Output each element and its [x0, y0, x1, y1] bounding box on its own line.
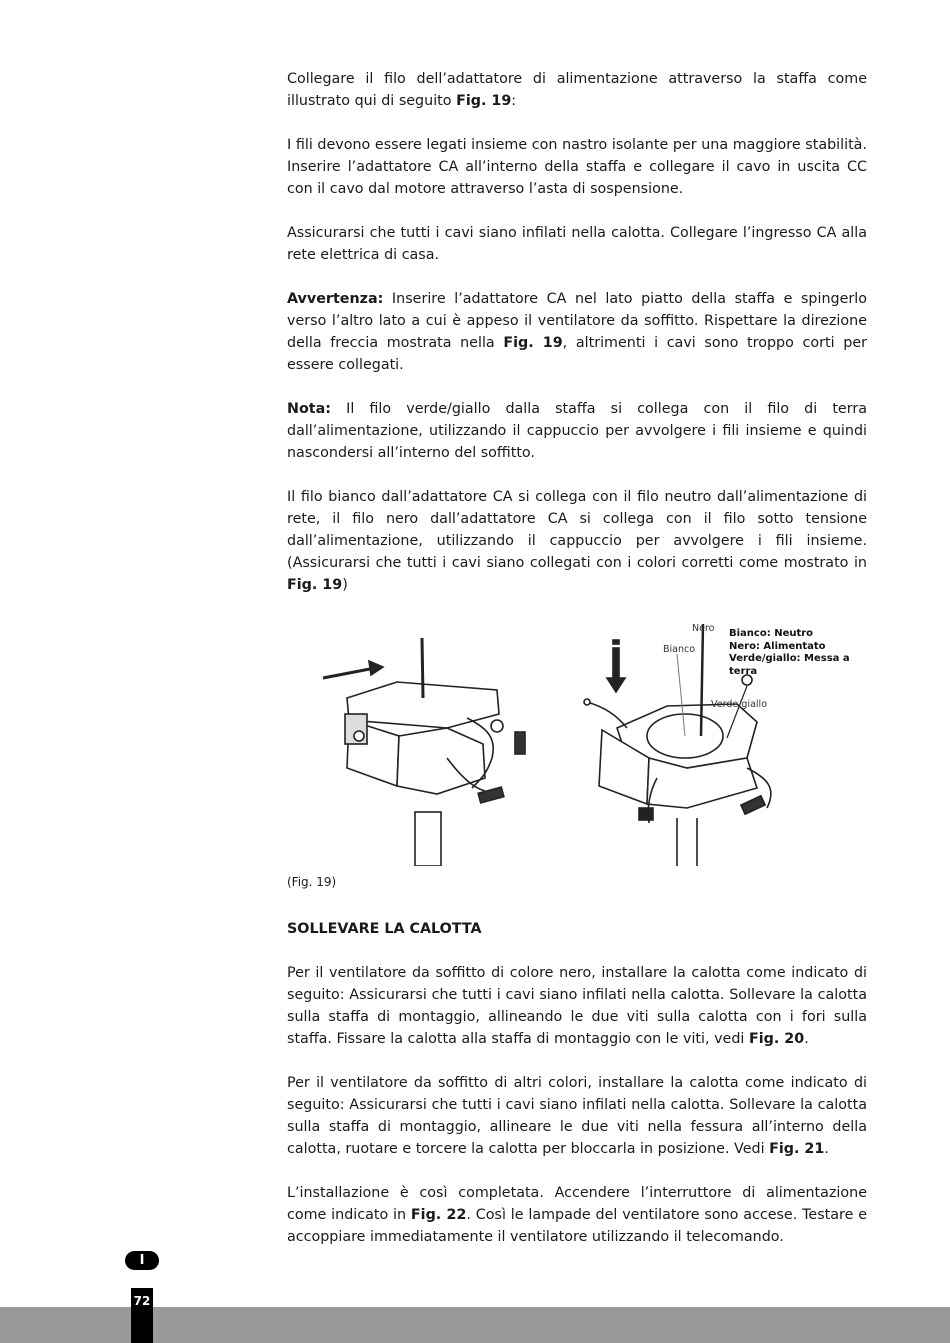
figure-reference: Fig. 20: [748, 1031, 805, 1047]
paragraph-text: L’installazione è così completata. Accendere l’interruttore di alimentazione come indicato in: [287, 1185, 867, 1223]
page-number: 72: [131, 1288, 153, 1343]
paragraph-9: [287, 1182, 867, 1248]
paragraph-7: [287, 962, 867, 1050]
right-downrod: [677, 818, 697, 866]
paragraph-text: Per il ventilatore da soffitto di colore nero, installare la calotta come indicato di seguito: Assicurarsi che tutti i cavi siano infilati nella calotta. Sollevare la calotta sulla staffa di montaggio, allineando le due viti sulla calotta con i fori sulla staffa. Fissare la calotta alla staffa di montaggio con le viti, vedi: [287, 965, 867, 1047]
note-paragraph: [287, 398, 867, 464]
down-arrow-shaft: [613, 648, 619, 678]
label-verde-giallo: Verde/giallo: [711, 699, 768, 710]
legend-item: Bianco: Neutro: [729, 628, 814, 639]
paragraph-2: I fili devono essere legati insieme con nastro isolante per una maggiore stabilità. Inserire l’adattatore CA all’interno della staffa e collegare il cavo in uscita CC con il cavo dal motore attraverso l’asta di sospensione.: [287, 137, 867, 197]
section-heading: SOLLEVARE LA CALOTTA: [287, 921, 482, 937]
right-bracket-front: [647, 758, 757, 808]
legend-item: Verde/giallo: Messa a terra: [729, 653, 850, 677]
paragraph-1: [287, 68, 867, 112]
note-label: Nota:: [287, 401, 331, 417]
paragraph-text: , altrimenti i cavi sono troppo corti per essere collegati.: [287, 335, 867, 373]
paragraph-text: Il filo verde/giallo dalla staffa si collega con il filo di terra dall’alimentazione, utilizzando il cappuccio per avvolgere i fili insieme e quindi nascondersi all’interno del soffitto.: [287, 401, 867, 461]
down-arrow-dash: [613, 640, 619, 644]
paragraph-text: . Così le lampade del ventilatore sono accese. Testare e accoppiare immediatamente il ventilatore utilizzando il telecomando.: [287, 1207, 867, 1245]
bracket-screw-left: [354, 731, 364, 741]
wire-end: [584, 699, 590, 705]
figure-reference: Fig. 19: [503, 335, 563, 351]
paragraph-text: Il filo bianco dall’adattatore CA si collega con il filo neutro dall’alimentazione di rete, il filo nero dall’adattatore CA si collega con il filo sotto tensione dall’alimentazione, utilizzando il cappuccio per avvolgere i fili insieme. (Assicurarsi che tutti i cavi siano collegati con i colori corretti come mostrato in: [287, 489, 867, 571]
down-arrow-head: [607, 678, 625, 692]
paragraph-text: :: [511, 93, 517, 109]
insert-arrow-head: [369, 661, 383, 675]
figure-reference: Fig. 19: [456, 93, 512, 109]
figure-caption: (Fig. 19): [287, 875, 337, 889]
figure-reference: Fig. 21: [769, 1141, 825, 1157]
left-loose-wire: [587, 702, 627, 728]
label-bianco: Bianco: [663, 644, 696, 655]
left-bracket-drawing: [323, 638, 525, 866]
paragraph-text: .: [824, 1141, 829, 1157]
warning-label: Avvertenza:: [287, 291, 384, 307]
paragraph-6: [287, 486, 867, 596]
bracket-screw: [491, 720, 503, 732]
figure-reference: Fig. 22: [410, 1207, 467, 1223]
paragraph-text: Collegare il filo dell’adattatore di alimentazione attraverso la staffa come illustrato qui di seguito: [287, 71, 867, 109]
paragraph-8: [287, 1072, 867, 1160]
legend-item: Nero: Alimentato: [729, 640, 826, 652]
language-badge: I: [125, 1251, 159, 1270]
right-connector: [741, 796, 765, 814]
figure-reference: Fig. 19: [287, 577, 343, 593]
paragraph-3: Assicurarsi che tutti i cavi siano infilati nella calotta. Collegare l’ingresso CA alla rete elettrica di casa.: [287, 225, 867, 263]
paragraph-text: Inserire l’adattatore CA nel lato piatto della staffa e spingerlo verso l’altro lato a cui è appeso il ventilatore da soffitto. Rispettare la direzione della freccia mostrata nella: [287, 291, 867, 351]
vertical-wire: [422, 638, 423, 698]
paragraph-text: .: [804, 1031, 809, 1047]
label-nero: Nero: [692, 623, 715, 634]
figure-19: [287, 618, 867, 866]
downrod: [415, 812, 441, 866]
front-connector: [639, 808, 653, 820]
insert-arrow-shaft: [323, 668, 375, 678]
paragraph-text: ): [342, 577, 348, 593]
wire-color-legend: [729, 628, 869, 678]
warning-paragraph: [287, 288, 867, 376]
main-content: [287, 68, 867, 1270]
connector-right: [515, 732, 525, 754]
paragraph-text: Per il ventilatore da soffitto di altri colori, installare la calotta come indicato di seguito: Assicurarsi che tutti i cavi siano infilati nella calotta. Sollevare la calotta sulla staffa di montaggio, allineare le due viti nella fessura all’interno della calotta, ruotare e torcere la calotta per bloccarla in posizione. Vedi: [287, 1075, 867, 1157]
